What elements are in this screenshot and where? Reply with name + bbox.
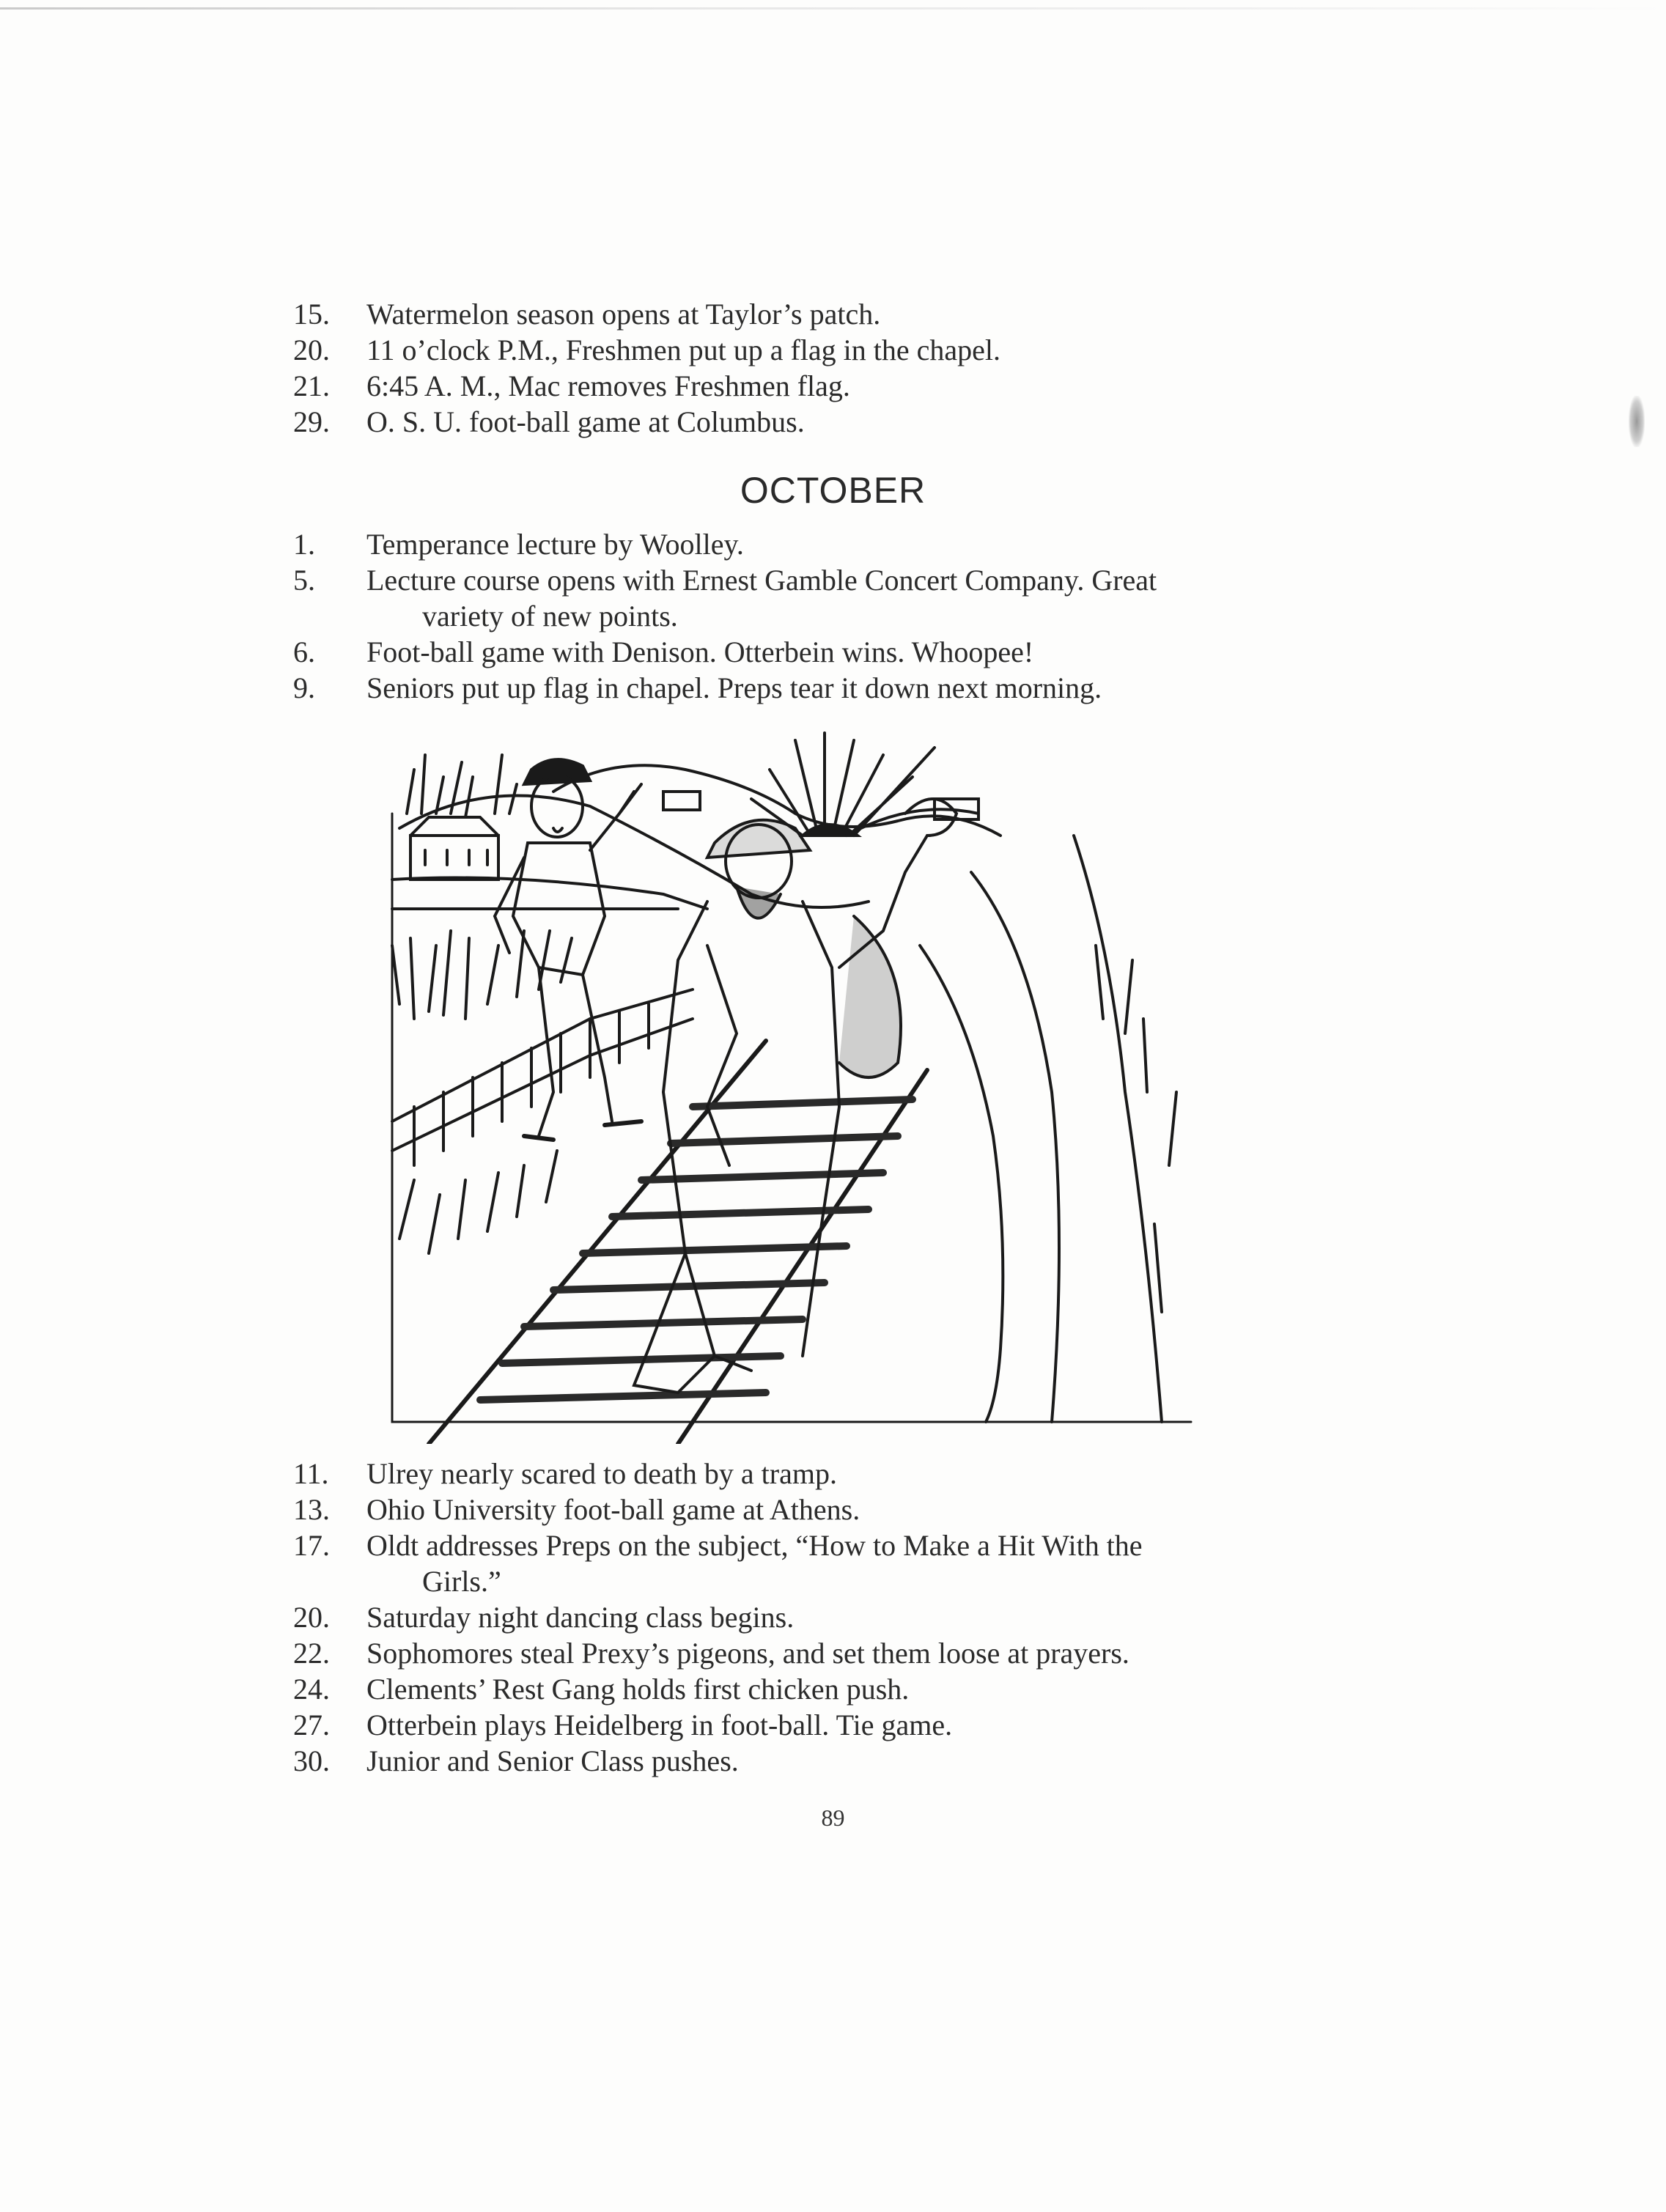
- entry-text-continuation: variety of new points.: [422, 600, 678, 633]
- calendar-entry: [293, 1635, 1349, 1671]
- entry-date: 11.: [293, 1457, 329, 1490]
- entry-text: Junior and Senior Class pushes.: [366, 1744, 739, 1777]
- entry-text: 11 o’clock P.M., Freshmen put up a flag in the chapel.: [366, 333, 1000, 366]
- calendar-entry: [293, 670, 1349, 706]
- entry-text: Seniors put up flag in chapel. Preps tear it down next morning.: [366, 671, 1102, 704]
- calendar-entry: [293, 526, 1349, 562]
- entry-text: Otterbein plays Heidelberg in foot-ball. Tie game.: [366, 1708, 953, 1741]
- entry-text: Temperance lecture by Woolley.: [366, 528, 744, 561]
- entry-date: 1.: [293, 528, 315, 561]
- calendar-entry: [293, 404, 1349, 440]
- calendar-entry: [293, 1743, 1349, 1779]
- entry-text: Ohio University foot-ball game at Athens.: [366, 1493, 860, 1526]
- entry-date: 20.: [293, 1601, 330, 1634]
- entry-date: 20.: [293, 333, 330, 366]
- entry-date: 21.: [293, 369, 330, 402]
- calendar-entry: [293, 1671, 1349, 1707]
- calendar-entry: [293, 1456, 1349, 1492]
- entry-date: 27.: [293, 1708, 330, 1741]
- entry-text: Ulrey nearly scared to death by a tramp.: [366, 1457, 837, 1490]
- entries-before-october: [293, 296, 1349, 440]
- entry-text: O. S. U. foot-ball game at Columbus.: [366, 405, 805, 438]
- entry-text: Oldt addresses Preps on the subject, “How to Make a Hit With the: [366, 1529, 1143, 1562]
- entry-date: 17.: [293, 1529, 330, 1562]
- entry-date: 15.: [293, 298, 330, 331]
- entry-text: Saturday night dancing class begins.: [366, 1601, 795, 1634]
- entry-text: Lecture course opens with Ernest Gamble Concert Company. Great: [366, 564, 1157, 597]
- entry-text: Foot-ball game with Denison. Otterbein wins. Whoopee!: [366, 635, 1034, 668]
- entry-text: Sophomores steal Prexy’s pigeons, and set them loose at prayers.: [366, 1637, 1129, 1670]
- calendar-entry: [293, 1707, 1349, 1743]
- pen-ink-drawing-icon: [370, 726, 1206, 1444]
- calendar-entry: [293, 296, 1349, 332]
- calendar-entry: [293, 1599, 1349, 1635]
- entry-date: 9.: [293, 671, 315, 704]
- calendar-entry: [293, 1527, 1349, 1599]
- entry-date: 5.: [293, 564, 315, 597]
- scan-top-edge: [0, 7, 1666, 10]
- entries-october-second: [293, 1456, 1349, 1779]
- entry-text: Watermelon season opens at Taylor’s patch.: [366, 298, 881, 331]
- calendar-entry: [293, 562, 1349, 634]
- entry-text: 6:45 A. M., Mac removes Freshmen flag.: [366, 369, 850, 402]
- calendar-entry: [293, 332, 1349, 368]
- railroad-tramp-illustration: [370, 726, 1206, 1444]
- calendar-entry: [293, 1492, 1349, 1527]
- entry-date: 30.: [293, 1744, 330, 1777]
- calendar-entry: [293, 634, 1349, 670]
- entry-date: 22.: [293, 1637, 330, 1670]
- scan-edge-mark: [1629, 396, 1645, 447]
- calendar-entry: [293, 368, 1349, 404]
- entry-date: 13.: [293, 1493, 330, 1526]
- entry-text-continuation: Girls.”: [422, 1565, 501, 1598]
- entry-date: 29.: [293, 405, 330, 438]
- entries-october-first: [293, 526, 1349, 706]
- entry-date: 6.: [293, 635, 315, 668]
- month-heading: OCTOBER: [740, 470, 926, 511]
- page-number: 89: [821, 1804, 845, 1831]
- entry-date: 24.: [293, 1673, 330, 1706]
- entry-text: Clements’ Rest Gang holds first chicken push.: [366, 1673, 910, 1706]
